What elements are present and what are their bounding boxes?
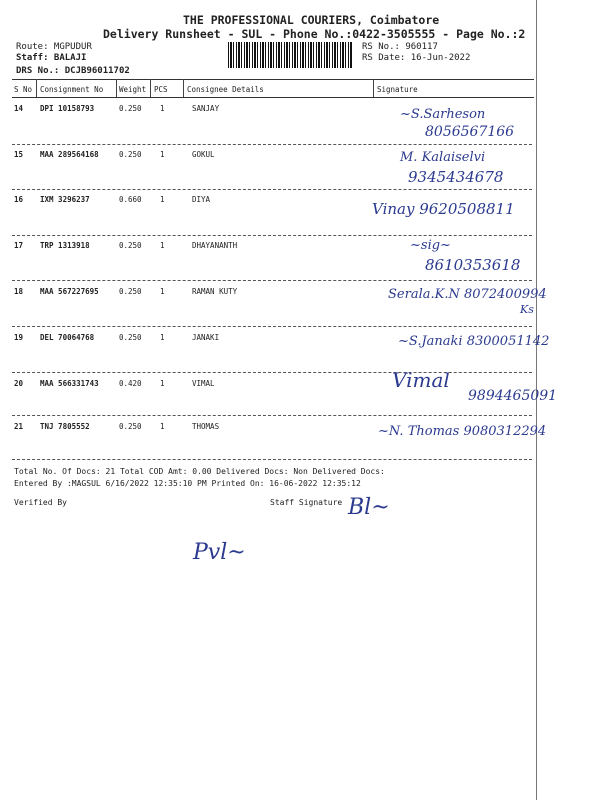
row-sno: 19 bbox=[14, 333, 24, 342]
handwritten-signature: ~S.Janaki 8300051142 bbox=[398, 334, 550, 349]
col-header-weight: Weight bbox=[119, 85, 147, 94]
row-consignee: GOKUL bbox=[192, 150, 215, 159]
handwritten-signature: Vimal bbox=[392, 368, 450, 392]
row-separator bbox=[12, 459, 532, 460]
row-sno: 17 bbox=[14, 241, 24, 250]
runsheet-title: Delivery Runsheet - SUL - Phone No.:0422-3505555 - Page No.:2 bbox=[103, 27, 526, 41]
row-separator bbox=[12, 280, 532, 281]
verified-by-label: Verified By bbox=[14, 498, 67, 507]
rs-no-label: RS No.: 960117 bbox=[362, 42, 438, 52]
handwritten-signature: Vinay 9620508811 bbox=[372, 200, 515, 218]
handwritten-signature: M. Kalaiselvi bbox=[400, 150, 486, 165]
row-sno: 14 bbox=[14, 104, 24, 113]
row-pcs: 1 bbox=[160, 104, 165, 113]
row-separator bbox=[12, 326, 532, 327]
row-weight: 0.250 bbox=[119, 104, 142, 113]
row-pcs: 1 bbox=[160, 379, 165, 388]
row-sno: 15 bbox=[14, 150, 24, 159]
handwritten-signature: ~N. Thomas 9080312294 bbox=[378, 424, 547, 439]
row-weight: 0.250 bbox=[119, 241, 142, 250]
row-sno: 21 bbox=[14, 422, 24, 431]
handwritten-signature: ~sig~ bbox=[410, 238, 451, 253]
company-title: THE PROFESSIONAL COURIERS, Coimbatore bbox=[183, 13, 440, 27]
handwritten-phone: 9345434678 bbox=[408, 168, 504, 186]
row-separator bbox=[12, 144, 532, 145]
handwritten-phone: 8610353618 bbox=[425, 256, 521, 274]
row-pcs: 1 bbox=[160, 195, 165, 204]
row-consignment: MAA 567227695 bbox=[40, 287, 99, 296]
row-pcs: 1 bbox=[160, 150, 165, 159]
row-pcs: 1 bbox=[160, 333, 165, 342]
row-consignee: VIMAL bbox=[192, 379, 215, 388]
row-consignment: IXM 3296237 bbox=[40, 195, 90, 204]
handwritten-phone: 8056567166 bbox=[425, 124, 515, 140]
col-divider bbox=[36, 79, 37, 97]
row-consignee: DHAYANANTH bbox=[192, 241, 238, 250]
row-weight: 0.250 bbox=[119, 333, 142, 342]
row-consignment: MAA 566331743 bbox=[40, 379, 99, 388]
row-weight: 0.250 bbox=[119, 422, 142, 431]
row-separator bbox=[12, 189, 532, 190]
row-weight: 0.250 bbox=[119, 150, 142, 159]
row-weight: 0.250 bbox=[119, 287, 142, 296]
col-header-sno: S No bbox=[14, 85, 33, 94]
row-consignment: DPI 10158793 bbox=[40, 104, 95, 113]
row-sno: 18 bbox=[14, 287, 24, 296]
col-divider bbox=[116, 79, 117, 97]
col-divider bbox=[183, 79, 184, 97]
drs-label: DRS No.: DCJB96011702 bbox=[16, 66, 130, 76]
row-consignee: THOMAS bbox=[192, 422, 220, 431]
row-consignee: SANJAY bbox=[192, 104, 220, 113]
col-header-consignment: Consignment No bbox=[40, 85, 104, 94]
route-label: Route: MGPUDUR bbox=[16, 42, 92, 52]
row-consignment: DEL 70064768 bbox=[40, 333, 95, 342]
handwritten-signature: Serala.K.N 8072400994 bbox=[388, 287, 547, 302]
row-separator bbox=[12, 415, 532, 416]
row-consignment: TRP 1313918 bbox=[40, 241, 90, 250]
handwritten-initials: Ks bbox=[520, 303, 534, 316]
table-top-rule bbox=[12, 79, 534, 80]
row-sno: 20 bbox=[14, 379, 24, 388]
row-sno: 16 bbox=[14, 195, 24, 204]
col-divider bbox=[150, 79, 151, 97]
row-weight: 0.660 bbox=[119, 195, 142, 204]
row-consignment: MAA 289564168 bbox=[40, 150, 99, 159]
col-header-consignee: Consignee Details bbox=[187, 85, 264, 94]
rs-date-label: RS Date: 16-Jun-2022 bbox=[362, 53, 471, 63]
row-separator bbox=[12, 235, 532, 236]
row-pcs: 1 bbox=[160, 241, 165, 250]
handwritten-phone: 9894465091 bbox=[468, 388, 558, 404]
verifier-handwritten-signature: Pvl~ bbox=[193, 540, 246, 565]
col-divider bbox=[373, 79, 374, 97]
row-consignment: TNJ 7805552 bbox=[40, 422, 90, 431]
table-header-rule bbox=[12, 97, 534, 98]
entered-by-line: Entered By :MAGSUL 6/16/2022 12:35:10 PM Printed On: 16-06-2022 12:35:12 bbox=[14, 479, 361, 488]
handwritten-signature: ~S.Sarheson bbox=[400, 107, 486, 122]
col-header-pcs: PCS bbox=[154, 85, 168, 94]
row-consignee: RAMAN KUTY bbox=[192, 287, 238, 296]
staff-signature-label: Staff Signature bbox=[270, 498, 343, 507]
row-consignee: DIYA bbox=[192, 195, 211, 204]
row-pcs: 1 bbox=[160, 422, 165, 431]
barcode bbox=[228, 42, 352, 68]
staff-label: Staff: BALAJI bbox=[16, 53, 87, 63]
col-header-signature: Signature bbox=[377, 85, 418, 94]
row-consignee: JANAKI bbox=[192, 333, 220, 342]
row-weight: 0.420 bbox=[119, 379, 142, 388]
staff-handwritten-signature: Bl~ bbox=[348, 495, 390, 520]
row-pcs: 1 bbox=[160, 287, 165, 296]
row-separator bbox=[12, 372, 532, 373]
totals-line: Total No. Of Docs: 21 Total COD Amt: 0.00 Delivered Docs: Non Delivered Docs: bbox=[14, 467, 385, 476]
